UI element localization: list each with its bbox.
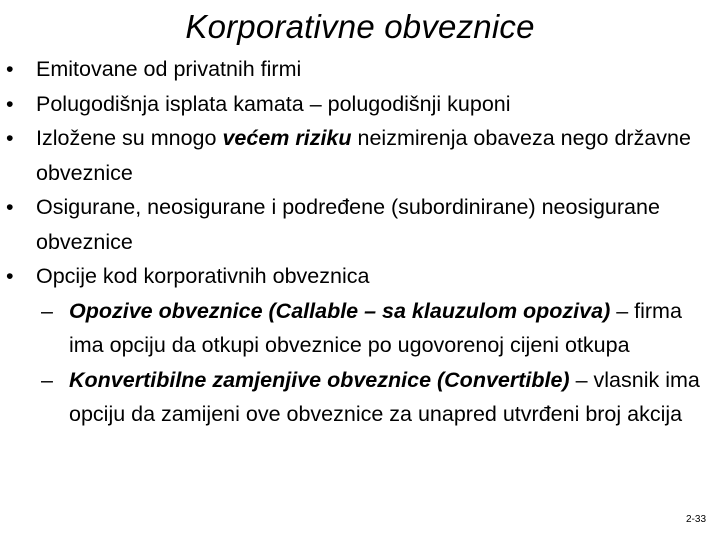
bullet-text: neizmirenja obaveza nego državne obveznice xyxy=(36,126,691,185)
bullet-item xyxy=(6,190,714,259)
sub-bullet-list xyxy=(6,294,714,432)
bullet-marker: • xyxy=(6,264,14,288)
sub-bullet-text: – firma ima opciju da otkupi obveznice po ugovorenoj cijeni otkupa xyxy=(69,298,682,357)
bullet-list xyxy=(6,52,714,432)
bullet-item xyxy=(6,87,714,122)
bullet-text: Opcije kod korporativnih obveznica xyxy=(36,264,370,288)
bullet-item xyxy=(6,259,714,294)
slide-number: 2-33 xyxy=(685,514,706,525)
bullet-marker: • xyxy=(6,57,14,81)
bullet-text: Emitovane od privatnih firmi xyxy=(36,57,302,81)
slide-title: Korporativne obveznice xyxy=(185,8,535,45)
dash-marker: – xyxy=(41,298,53,323)
bullet-text: Polugodišnja isplata kamata – polugodišnji kuponi xyxy=(36,91,511,116)
dash-marker: – xyxy=(41,367,53,392)
sub-bullet-item xyxy=(6,363,714,432)
bullet-marker: • xyxy=(6,91,14,116)
bullet-marker: • xyxy=(6,126,14,150)
bullet-text: Osigurane, neosigurane i podređene (subordinirane) neosigurane obveznice xyxy=(36,195,660,254)
bullet-marker: • xyxy=(6,195,14,219)
bullet-item xyxy=(6,52,714,87)
sub-bullet-item xyxy=(6,294,714,363)
sub-bullet-emphasis: Konvertibilne zamjenjive obveznice (Convertible) xyxy=(69,367,570,392)
bullet-text: Izložene su mnogo xyxy=(36,126,223,150)
sub-bullet-emphasis: Opozive obveznice (Callable – sa klauzulom opoziva) xyxy=(69,298,611,323)
sub-bullet-text: – vlasnik ima opciju da zamijeni ove obveznice za unapred utvrđeni broj akcija xyxy=(69,367,700,426)
bullet-emphasis: većem riziku xyxy=(222,126,352,150)
bullet-item xyxy=(6,121,714,190)
